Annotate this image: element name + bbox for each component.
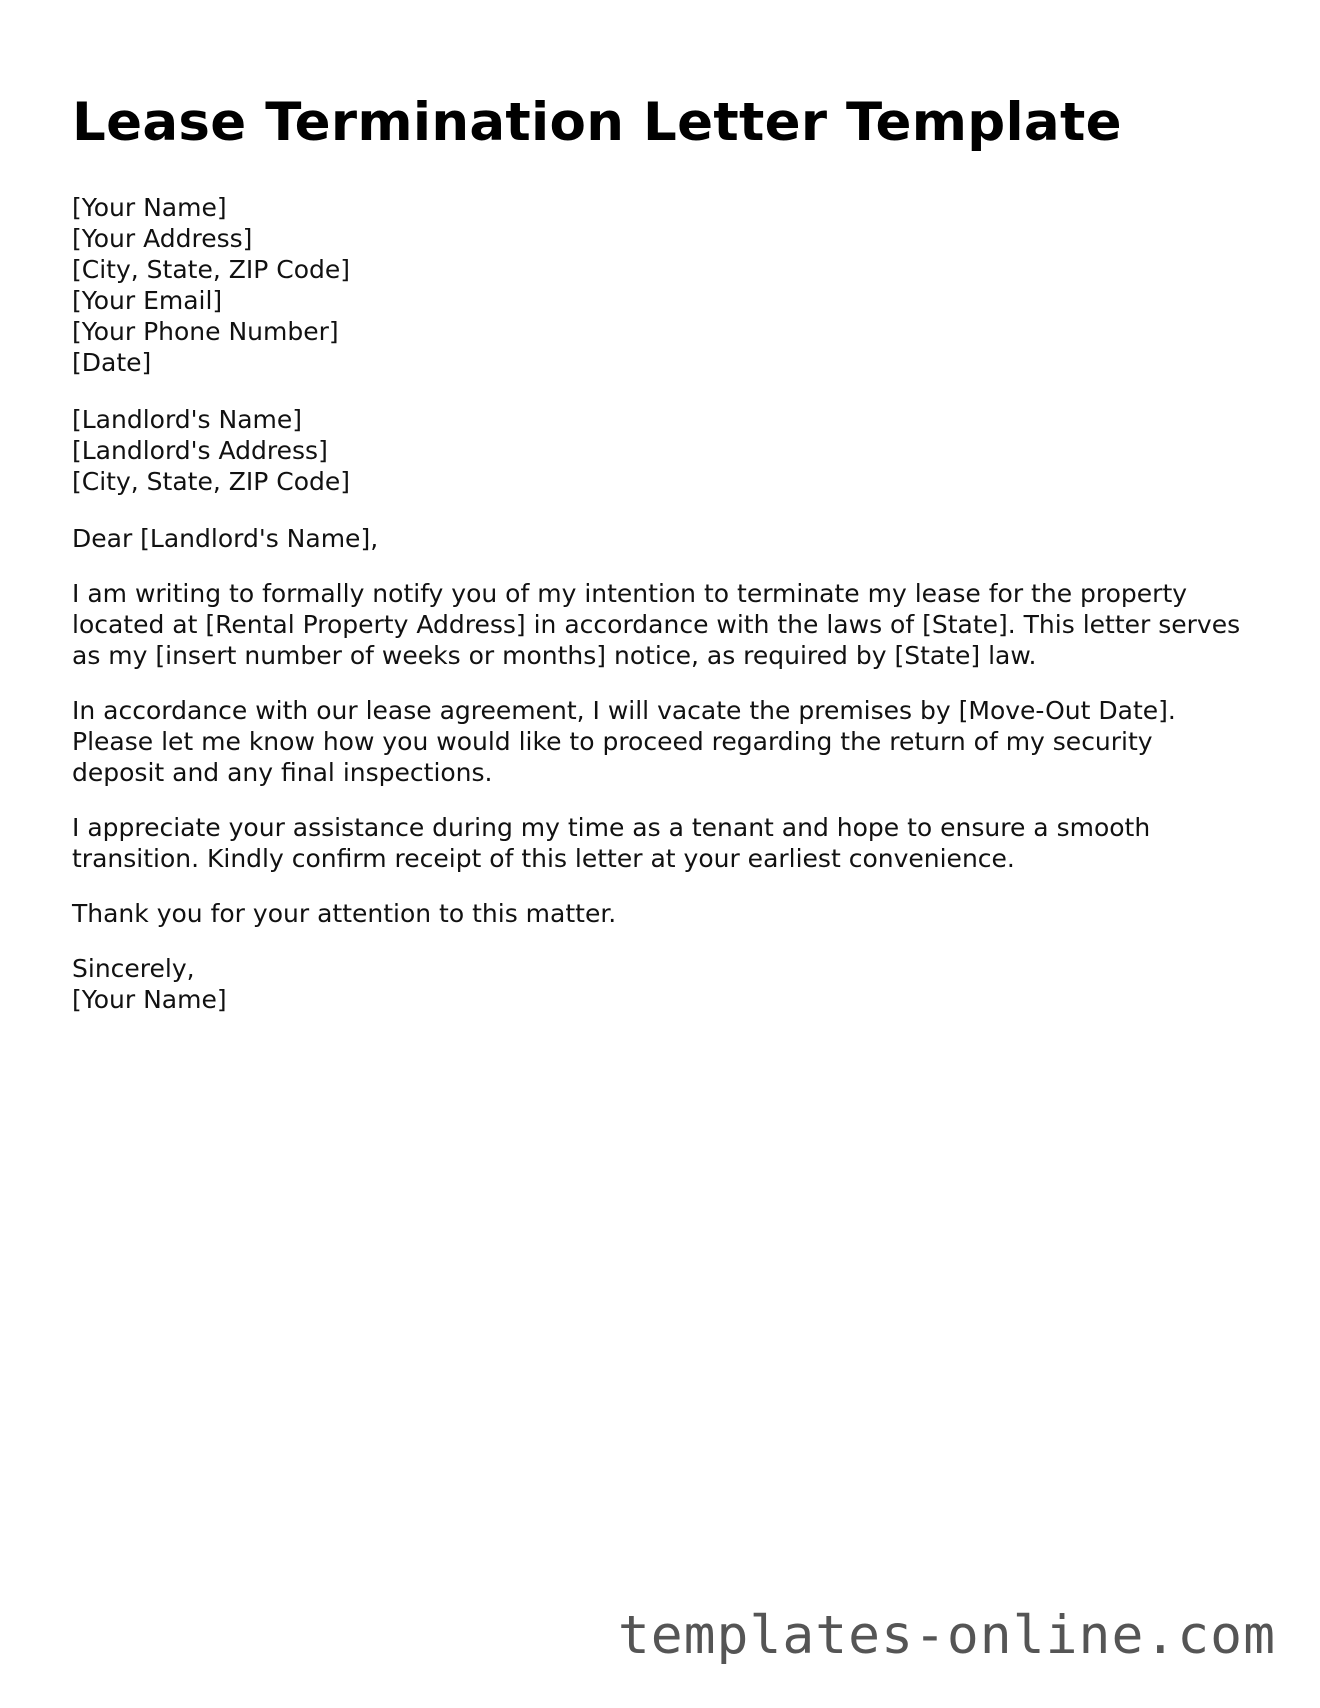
body-paragraph-3: I appreciate your assistance during my time as a tenant and hope to ensure a smooth transition. Kindly confirm receipt of this letter at your earliest convenience. [72, 813, 1151, 873]
recipient-name: [Landlord's Name] [72, 405, 303, 434]
body-paragraph-2: In accordance with our lease agreement, I will vacate the premises by [Move-Out Date]. Please let me know how you would like to proceed regarding the return of my security deposit and any final inspections. [72, 696, 1176, 787]
letter-page [72, 92, 1252, 1041]
recipient-address-block [72, 404, 1252, 497]
recipient-address: [Landlord's Address] [72, 436, 328, 465]
sender-name: [Your Name] [72, 193, 227, 222]
salutation: Dear [Landlord's Name], [72, 524, 379, 553]
sender-email: [Your Email] [72, 286, 223, 315]
signature-name: [Your Name] [72, 985, 227, 1014]
closing: Sincerely, [72, 954, 195, 983]
sender-address-block [72, 192, 1252, 378]
body-paragraph-4: Thank you for your attention to this matter. [72, 899, 617, 928]
page-title: Lease Termination Letter Template [72, 92, 1122, 153]
body-paragraph-1: I am writing to formally notify you of my intention to terminate my lease for the property located at [Rental Property Address] in accordance with the laws of [State]. This letter serves as my [insert number of weeks or months] notice, as required by [State] law. [72, 579, 1241, 670]
watermark: templates-online.com [617, 1605, 1276, 1666]
sender-address: [Your Address] [72, 224, 253, 253]
recipient-city-state-zip: [City, State, ZIP Code] [72, 467, 350, 496]
closing-block [72, 953, 1252, 1015]
letter-date: [Date] [72, 348, 152, 377]
sender-city-state-zip: [City, State, ZIP Code] [72, 255, 350, 284]
sender-phone: [Your Phone Number] [72, 317, 339, 346]
